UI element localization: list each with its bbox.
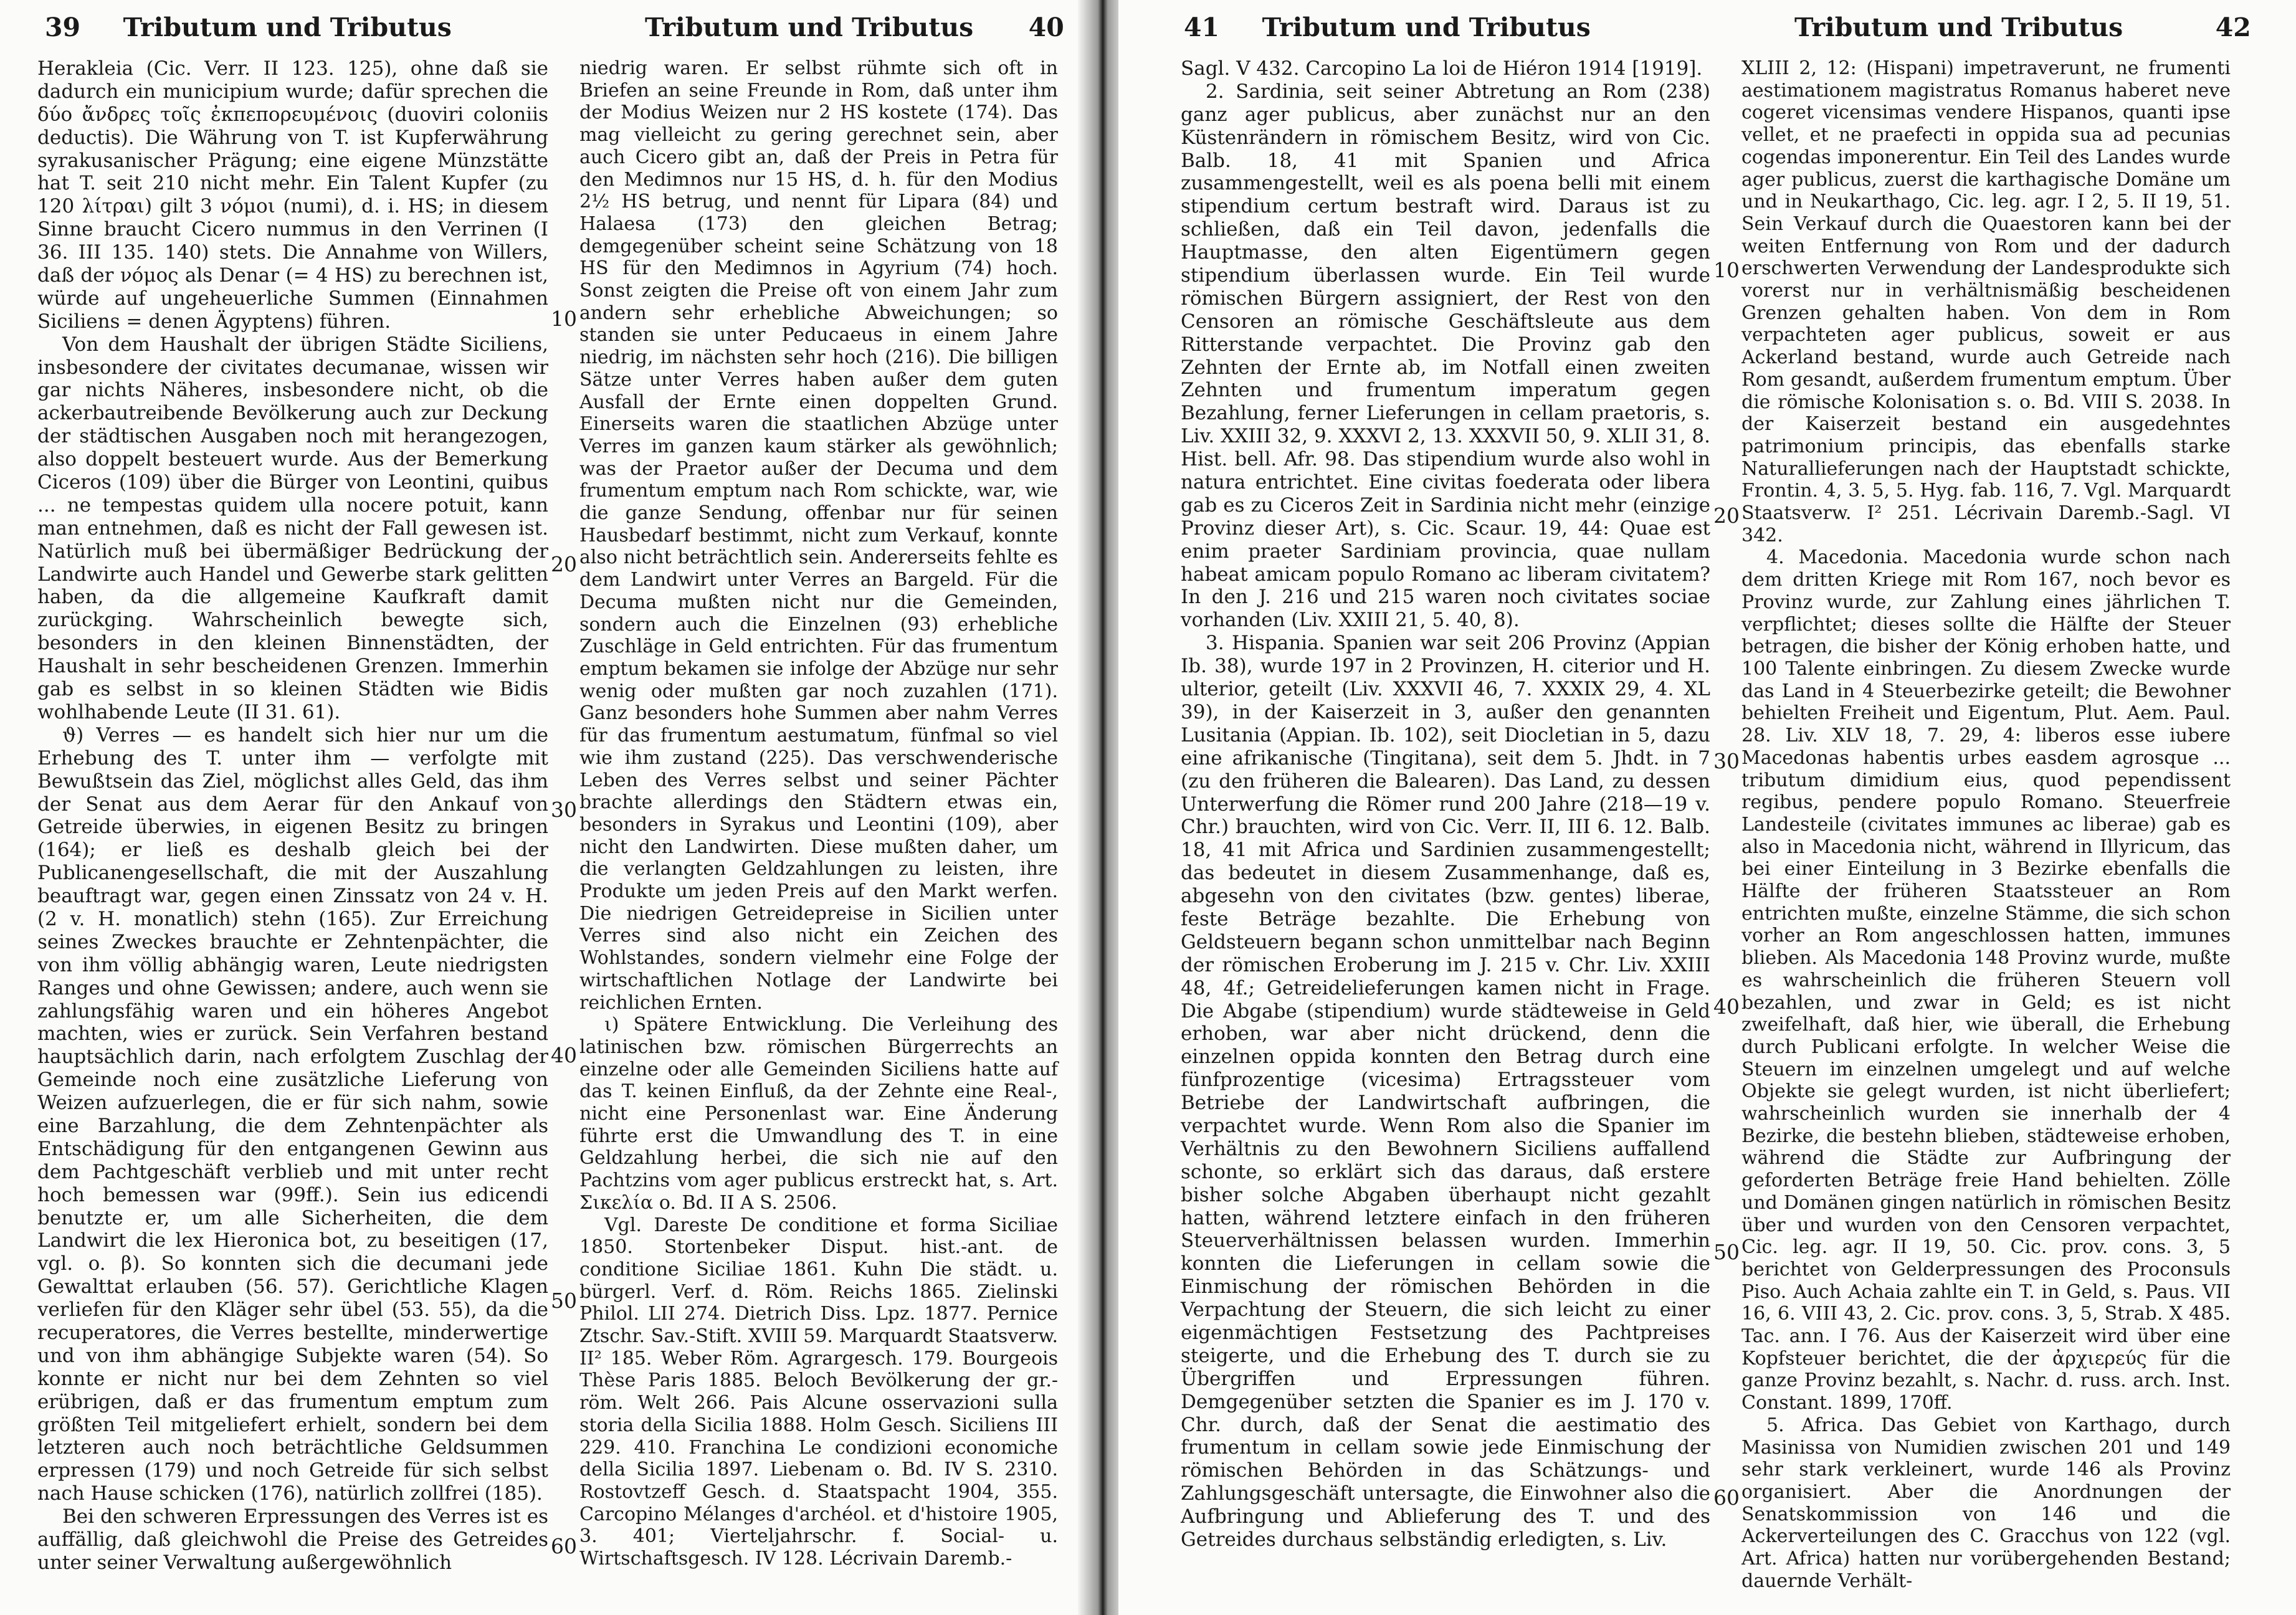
page-40-running-head: Tributum und Tributus — [645, 12, 974, 42]
paragraph: Vgl. Dareste De conditione et forma Siciliae 1850. Stortenbeker Disput. hist.-ant. de conditione Siciliae 1861. Kuhn Die städt. u. bürgerl. Verf. d. Röm. Reichs 1865. Zielinski Philol. LII 274. Dietrich Diss. Lpz. 1877. Pernice Ztschr. Sav.-Stift. XVIII 59. Marquardt Staatsverw. II² 185. Weber Röm. Agrargesch. 179. Bourgeois Thèse Paris 1885. Beloch Bevölkerung der gr.-röm. Welt 266. Pais Alcune osservazioni sulla storia della Sicilia 1888. Holm Gesch. Siciliens III 229. 410. Franchina Le condizioni economiche della Sicilia 1897. Liebenam o. Bd. IV S. 2310. Rostovtzeff Gesch. d. Staatspacht 1904, 355. Carcopino Mélanges d'archéol. et d'histoire 1905, 3. 401; Vierteljahrschr. f. Social- u. Wirtschaftsgesch. IV 128. Lécrivain Daremb.- — [579, 1214, 1058, 1570]
page-42-number: 42 — [2215, 12, 2251, 42]
line-number-40: 40 — [551, 1043, 577, 1067]
page-40-header — [645, 12, 1064, 42]
paragraph: 3. Hispania. Spanien war seit 206 Provinz (Appian Ib. 38), wurde 197 in 2 Provinzen, H. citerior und H. ulterior, geteilt (Liv. XXXVII 46, 7. XXXIX 29, 4. XL 39), in der Kaiserzeit in 3, außer den genannten Lusitania (Appian. Ib. 102), seit Diocletian in 5, dazu eine afrikanische (Tingitana), seit dem 5. Jhdt. in 7 (zu den früheren die Balearen). Das Land, zu dessen Unterwerfung die Römer rund 200 Jahre (218—19 v. Chr.) brauchten, wird von Cic. Verr. II, III 6. 12. Balb. 18, 41 mit Africa und Sardinien zusammengestellt; das bedeutet in diesem Zusammenhange, daß es, abgesehn von den civitates (bzw. gentes) liberae, feste Beträge bezahlte. Die Erhebung von Geldsteuern begann schon unmittelbar nach Beginn der römischen Eroberung im J. 215 v. Chr. Liv. XXIII 48, 4f.; Getreidelieferungen kamen nicht in Frage. Die Abgabe (stipendium) wurde städteweise in Geld erhoben, war aber nicht drückend, denn die einzelnen oppida konnten den Betrag durch eine fünfprozentige (vicesima) Ertragssteuer vom Betriebe der Landwirtschaft aufbringen, die verpachtet wurde. Wenn Rom also die Spanier im Verhältnis zu den Bewohnern Siciliens auffallend schonte, so erklärt sich das daraus, daß erstere bisher solche Abgaben überhaupt nicht gezahlt hatten, während letztere einfach in den früheren Steuerverhältnissen belassen wurden. Immerhin konnten die Lieferungen in cellam sowie die Einmischung der römischen Behörden in die Verpachtung der Steuern, die sich leicht zu einer eigenmächtigen Festsetzung des Pachtpreises steigerte, und die Erhebung des T. durch sie zu Übergriffen und Erpressungen führen. Demgegenüber setzten die Spanier es im J. 170 v. Chr. durch, daß der Senat die aestimatio des frumentum in cellam sowie jede Einmischung der römischen Behörden in das Schätzungs- und Zahlungsgeschäft untersagte, die Einwohner also die Aufbringung und Ablieferung des T. und des Getreides durchaus selbständig erledigten, s. Liv. — [1181, 632, 1710, 1551]
paragraph: Bei den schweren Erpressungen des Verres ist es auffällig, daß gleichwohl die Preise des Getreides unter seiner Verwaltung außergewöhnlich — [37, 1505, 548, 1574]
page-39-number: 39 — [45, 12, 81, 42]
paragraph: ι) Spätere Entwicklung. Die Verleihung des latinischen bzw. römischen Bürgerrechts an einzelne oder alle Gemeinden Siciliens hatte auf das T. keinen Einfluß, da der Zehnte eine Real-, nicht eine Personenlast war. Eine Änderung führte erst die Umwandlung des T. in eine Geldzahlung herbei, die sich nie auf den Pachtzins vom ager publicus erstreckt hat, s. Art. Σικελία o. Bd. II A S. 2506. — [579, 1014, 1058, 1214]
page-41-number: 41 — [1184, 12, 1220, 42]
line-number-30: 30 — [1713, 749, 1740, 773]
page-42-header — [1794, 12, 2251, 42]
left-scan — [0, 0, 1109, 1615]
page-40-number: 40 — [1028, 12, 1064, 42]
line-number-10: 10 — [1713, 258, 1740, 282]
page-39-header — [45, 12, 452, 42]
page-42-running-head: Tributum und Tributus — [1794, 12, 2123, 42]
paragraph: Von dem Haushalt der übrigen Städte Siciliens, insbesondere der civitates decumanae, wissen wir gar nichts Näheres, insbesondere nicht, ob die ackerbautreibende Bevölkerung auch zur Deckung der städtischen Ausgaben noch mit herangezogen, also doppelt besteuert wurde. Aus der Bemerkung Ciceros (109) über die Bürger von Leontini, quibus ... ne tempestas quidem ulla nocere potuit, kann man entnehmen, daß es nicht der Fall gewesen ist. Natürlich muß bei übermäßiger Bedrückung der Landwirte auch Handel und Gewerbe stark gelitten haben, da die allgemeine Kaufkraft damit zurückging. Wahrscheinlich bewegte sich, besonders in den kleinen Binnenstädten, der Haushalt in sehr bescheidenen Grenzen. Immerhin gab es selbst in so kleinen Städten wie Bidis wohlhabende Leute (II 31. 61). — [37, 333, 548, 723]
page-41-running-head: Tributum und Tributus — [1262, 12, 1591, 42]
line-number-20: 20 — [551, 552, 577, 576]
right-scan — [1118, 0, 2296, 1615]
page-39-column — [37, 57, 548, 1575]
paragraph: Sagl. V 432. Carcopino La loi de Hiéron 1914 [1919]. — [1181, 57, 1703, 80]
page-42-column — [1741, 57, 2231, 1593]
page-39-running-head: Tributum und Tributus — [123, 12, 452, 42]
paragraph: 4. Macedonia. Macedonia wurde schon nach dem dritten Kriege mit Rom 167, noch bevor es Provinz wurde, zur Zahlung eines jährlichen T. verpflichtet; dieses sollte die Hälfte der Steuer betragen, die bisher der König erhoben hatte, und 100 Talente einbringen. Zu diesem Zwecke wurde das Land in 4 Steuerbezirke geteilt; die Bewohner behielten Freiheit und Eigentum, Plut. Aem. Paul. 28. Liv. XLV 18, 7. 29, 4: liberos esse iubere Macedonas habentis urbes easdem agrosque ... tributum dimidium eius, quod pependissent regibus, pendere populo Romano. Steuerfreie Landesteile (civitates immunes ac liberae) gab es also in Macedonia nicht, während in Illyricum, das bei einer Einteilung in 3 Bezirke ebenfalls die Hälfte der früheren Staatssteuer an Rom entrichten mußte, einzelne Stämme, die sich schon vorher an Rom angeschlossen hatten, immunes blieben. Als Macedonia 148 Provinz wurde, mußte es wahrscheinlich die früheren Steuern voll bezahlen, und zwar in Geld; es ist nicht zweifelhaft, daß hier, wie überall, die Erhebung durch Publicani erfolgte. In welcher Weise die Steuern im einzelnen umgelegt und auf welche Objekte sie gelegt wurden, ist nicht überliefert; wahrscheinlich wurden sie innerhalb der 4 Bezirke, die bestehn blieben, städteweise erhoben, während die Städte zur Aufbringung der geforderten Beträge freie Hand behielten. Zölle und Domänen gingen natürlich in römischen Besitz über und wurden von den Censoren verpachtet, Cic. leg. agr. II 19, 50. Cic. prov. cons. 3, 5 berichtet von Gelderpressungen des Proconsuls Piso. Auch Achaia zahlte ein T. in Geld, s. Paus. VII 16, 6. VIII 43, 2. Cic. prov. cons. 3, 5, Strab. X 485. Tac. ann. I 76. Aus der Kaiserzeit wird über eine Kopfsteuer berichtet, die der ἀρχιερεύς für die ganze Provinz bezahlt, s. Nachr. d. russ. arch. Inst. Constant. 1899, 170ff. — [1741, 546, 2231, 1414]
paragraph: 5. Africa. Das Gebiet von Karthago, durch Masinissa von Numidien zwischen 201 und 149 sehr stark verkleinert, wurde 146 als Provinz organisiert. Aber die Anordnungen der Senatskommission von 146 und die Ackerverteilungen des C. Gracchus von 122 (vgl. Art. Africa) hatten nur vorübergehenden Bestand; dauernde Verhält- — [1741, 1414, 2231, 1592]
line-number-30: 30 — [551, 798, 577, 822]
page-40-column — [579, 57, 1058, 1570]
line-number-40: 40 — [1713, 994, 1740, 1019]
paragraph: XLIII 2, 12: (Hispani) impetraverunt, ne frumenti aestimationem magistratus Romanus haberet neve cogeret vicensimas vendere Hispanos, quanti ipse vellet, et ne praefecti in oppida sua ad pecunias cogendas imponerentur. Ein Teil des Landes wurde ager publicus, zuerst die karthagische Domäne um und in Neukarthago, Cic. leg. agr. I 2, 5. II 19, 51. Sein Verkauf durch die Quaestoren kann bei der weiten Entfernung von Rom und der dadurch erschwerten Verwendung der Landesprodukte sich vorerst nur in verhältnismäßig bescheidenen Grenzen gehalten haben. Von dem in Rom verpachteten ager publicus, soweit er aus Ackerland bestand, wurde auch Getreide nach Rom gesandt, außerdem frumentum emptum. Über die römische Kolonisation s. o. Bd. VIII S. 2038. In der Kaiserzeit bestand ein ausgedehntes patrimonium principis, das ebenfalls starke Naturallieferungen nach der Hauptstadt schickte, Frontin. 4, 3. 5, 5. Hyg. fab. 116, 7. Vgl. Marquardt Staatsverw. I² 251. Lécrivain Daremb.-Sagl. VI 342. — [1741, 57, 2231, 546]
paragraph: ϑ) Verres — es handelt sich hier nur um die Erhebung des T. unter ihm — verfolgte mit Bewußtsein das Ziel, möglichst alles Geld, das ihm der Senat aus dem Aerar für den Ankauf von Getreide überwies, in eigenen Besitz zu bringen (164); er ließ es deshalb gleich bei der Publicanengesellschaft, die mit der Auszahlung beauftragt war, gegen einen Zinssatz von 24 v. H. (2 v. H. monatlich) stehn (165). Zur Erreichung seines Zweckes brauchte er Zehntenpächter, die von ihm völlig abhängig waren, Leute niedrigsten Ranges und ohne Gewissen; andere, auch wenn sie zahlungsfähig waren und ein höheres Angebot machten, wies er zurück. Sein Verfahren bestand hauptsächlich darin, nach erfolgtem Zuschlag der Gemeinde noch eine zusätzliche Lieferung von Weizen aufzuerlegen, die er für sich nahm, sowie eine Barzahlung, die dem Zehntenpächter als Entschädigung für den entgangenen Gewinn aus dem Pachtgeschäft verblieb und mit unter recht hoch bemessen war (99ff.). Sein ius edicendi benutzte er, um alle Sicherheiten, die dem Landwirt die lex Hieronica bot, zu beseitigen (17, vgl. o. β). So konnten sich die decumani jede Gewalttat erlauben (56. 57). Gerichtliche Klagen verliefen für den Kläger sehr übel (53. 55), da die recuperatores, die Verres bestellte, minderwertige und von ihm abhängige Subjekte waren (54). So konnte er nicht nur bei dem Zehnten so viel erübrigen, daß er das frumentum emptum zum größten Teil mitgeliefert erhielt, sondern bei dem letzteren auch noch beträchtliche Geldsummen erpressen (179) und noch Getreide für sich selbst nach Hause schicken (176), natürlich zollfrei (185). — [37, 723, 548, 1505]
page-41-header — [1184, 12, 1591, 42]
line-number-60: 60 — [1713, 1485, 1740, 1510]
line-number-50: 50 — [1713, 1240, 1740, 1264]
line-number-60: 60 — [551, 1534, 577, 1558]
page-41-column — [1181, 57, 1710, 1551]
line-number-50: 50 — [551, 1289, 577, 1313]
line-number-10: 10 — [551, 307, 577, 331]
paragraph: 2. Sardinia, seit seiner Abtretung an Rom (238) ganz ager publicus, aber zunächst nur an den Küstenrändern in römischem Besitz, wird von Cic. Balb. 18, 41 mit Spanien und Africa zusammengestellt, weil es als poena belli mit einem stipendium certum bestraft wird. Daraus ist zu schließen, daß ein Teil davon, jedenfalls die Hauptmasse, den alten Eigentümern gegen stipendium überlassen wurde. Ein Teil wurde römischen Bürgern assigniert, der Rest von den Censoren an römische Geschäftsleute aus dem Ritterstande verpachtet. Die Provinz gab den Zehnten der Ernte ab, im Notfall einen zweiten Zehnten und frumentum imperatum gegen Bezahlung, ferner Lieferungen in cellam praetoris, s. Liv. XXIII 32, 9. XXXVI 2, 13. XXXVII 50, 9. XLII 31, 8. Hist. bell. Afr. 98. Das stipendium wurde also wohl in natura entrichtet. Eine civitas foederata oder libera gab es zu Ciceros Zeit in Sardinia nicht mehr (einzige Provinz dieser Art), s. Cic. Scaur. 19, 44: Quae est enim praeter Sardiniam provincia, quae nullam habeat amicam populo Romano ac liberam civitatem? In den J. 216 und 215 waren noch civitates sociae vorhanden (Liv. XXIII 21, 5. 40, 8). — [1181, 80, 1710, 632]
line-number-20: 20 — [1713, 503, 1740, 528]
paragraph: niedrig waren. Er selbst rühmte sich oft in Briefen an seine Freunde in Rom, daß unter ihm der Modius Weizen nur 2 HS kostete (174). Das mag vielleicht zu gering gerechnet sein, aber auch Cicero gibt an, daß der Preis in Petra für den Medimnos nur 15 HS, d. h. für den Modius 2½ HS betrug, und nennt für Lipara (84) und Halaesa (173) den gleichen Betrag; demgegenüber scheint seine Schätzung von 18 HS für den Medimnos in Agyrium (74) hoch. Sonst zeigten die Preise oft von einem Jahr zum andern sehr erhebliche Abweichungen; so standen sie unter Peducaeus in einem Jahre niedrig, im nächsten sehr hoch (216). Die billigen Sätze unter Verres haben außer dem guten Ausfall der Ernte einen doppelten Grund. Einerseits waren die staatlichen Abzüge unter Verres im ganzen kaum stärker als gewöhnlich; was der Praetor außer der Decuma und dem frumentum emptum nach Rom schickte, war, wie die ganze Sendung, offenbar nur für seinen Hausbedarf bestimmt, nicht zum Verkauf, konnte also nicht beträchtlich sein. Andererseits fehlte es dem Landwirt unter Verres an Bargeld. Für die Decuma mußten nicht nur die Gemeinden, sondern auch die Einzelnen (93) erhebliche Zuschläge in Geld entrichten. Für das frumentum emptum bekamen sie infolge der Abzüge nur sehr wenig oder mußten gar noch zuzahlen (171). Ganz besonders hohe Summen aber nahm Verres für das frumentum aestumatum, fünfmal so viel wie ihm zustand (225). Das verschwenderische Leben des Verres selbst und seiner Pächter brachte allerdings den Städtern etwas ein, besonders in Syrakus und Leontini (109), aber nicht den Landwirten. Diese mußten daher, um die verlangten Geldzahlungen zu leisten, ihre Produkte um jeden Preis auf den Markt werfen. Die niedrigen Getreidepreise in Sicilien unter Verres sind also nicht ein Zeichen des Wohlstandes, sondern vielmehr eine Folge der wirtschaftlichen Notlage der Landwirte bei reichlichen Ernten. — [579, 57, 1058, 1014]
paragraph: Herakleia (Cic. Verr. II 123. 125), ohne daß sie dadurch ein municipium wurde; dafür sprechen die δύο ἄνδρες τοῖς ἐκπεπορευμένοις (duoviri coloniis deductis). Die Währung von T. ist Kupferwährung syrakusanischer Prägung; eine eigene Münzstätte hat T. seit 210 nicht mehr. Ein Talent Kupfer (zu 120 λίτραι) gilt 3 νόμοι (numi), d. i. HS; in diesem Sinne braucht Cicero nummus in den Verrinen (I 36. III 135. 140) stets. Die Annahme von Willers, daß der νόμος als Denar (= 4 HS) zu berechnen ist, würde auf ungeheuerliche Summen (Einnahmen Siciliens = denen Ägyptens) führen. — [37, 57, 548, 333]
